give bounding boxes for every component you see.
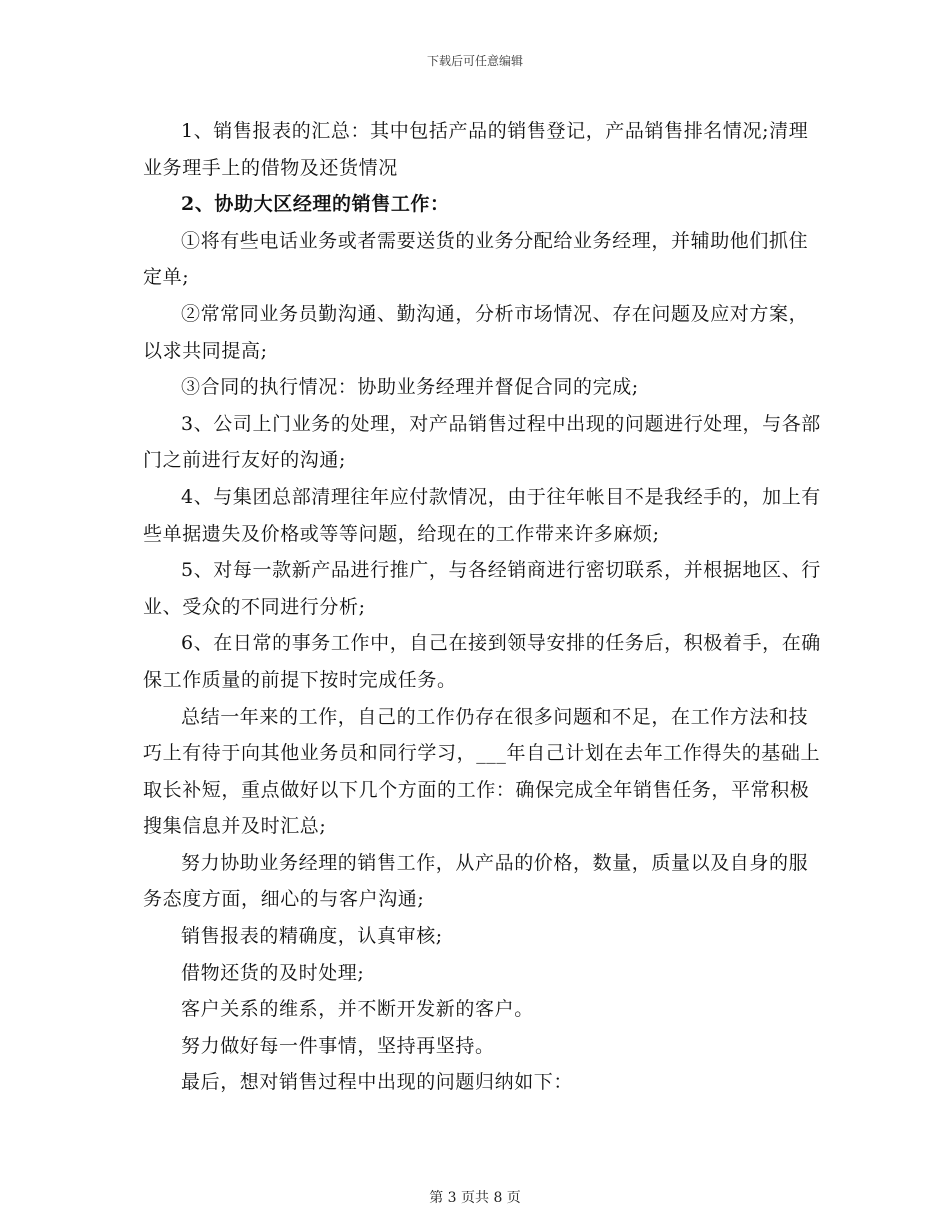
paragraph: 销售报表的精确度，认真审核; (181, 925, 443, 948)
paragraph: ②常常同业务员勤沟通、勤沟通，分析市场情况、存在问题及应对方案，以求共同提高; (143, 302, 809, 362)
paragraph: 借物还货的及时处理; (181, 961, 365, 984)
document-body (143, 113, 823, 1101)
paragraph: ①将有些电话业务或者需要送货的业务分配给业务经理，并辅助他们抓住定单; (143, 229, 809, 289)
page-header-note: 下载后可任意编辑 (426, 54, 523, 68)
paragraph: 4、与集团总部清理往年应付款情况，由于往年帐目不是我经手的，加上有些单据遗失及价格或等等问题，给现在的工作带来许多麻烦; (143, 485, 821, 545)
paragraph: 3、公司上门业务的处理，对产品销售过程中出现的问题进行处理，与各部门之前进行友好的沟通; (143, 412, 821, 472)
section-heading: 2、协助大区经理的销售工作： (181, 193, 450, 216)
paragraph: ③合同的执行情况：协助业务经理并督促合同的完成; (181, 376, 639, 399)
paragraph: 努力协助业务经理的销售工作，从产品的价格，数量，质量以及自身的服务态度方面，细心的与客户沟通; (143, 851, 809, 911)
paragraph: 5、对每一款新产品进行推广，与各经销商进行密切联系，并根据地区、行业、受众的不同进行分析; (143, 559, 821, 618)
paragraph: 1、销售报表的汇总：其中包括产品的销售登记，产品销售排名情况;清理业务理手上的借物及还货情况 (143, 120, 809, 179)
page-number: 第 3 页共 8 页 (429, 1190, 521, 1206)
paragraph: 努力做好每一件事情，坚持再坚持。 (181, 1034, 495, 1057)
paragraph: 客户关系的维系，并不断开发新的客户。 (181, 998, 534, 1021)
paragraph: 最后，想对销售过程中出现的问题归纳如下： (181, 1071, 574, 1094)
paragraph: 6、在日常的事务工作中，自己在接到领导安排的任务后，积极着手，在确保工作质量的前提下按时完成任务。 (143, 632, 821, 691)
paragraph: 总结一年来的工作，自己的工作仍存在很多问题和不足，在工作方法和技巧上有待于向其他业务员和同行学习，___年自己计划在去年工作得失的基础上取长补短，重点做好以下几个方面的工作：确保完成全年销售任务，平常积极搜集信息并及时汇总; (143, 705, 821, 838)
